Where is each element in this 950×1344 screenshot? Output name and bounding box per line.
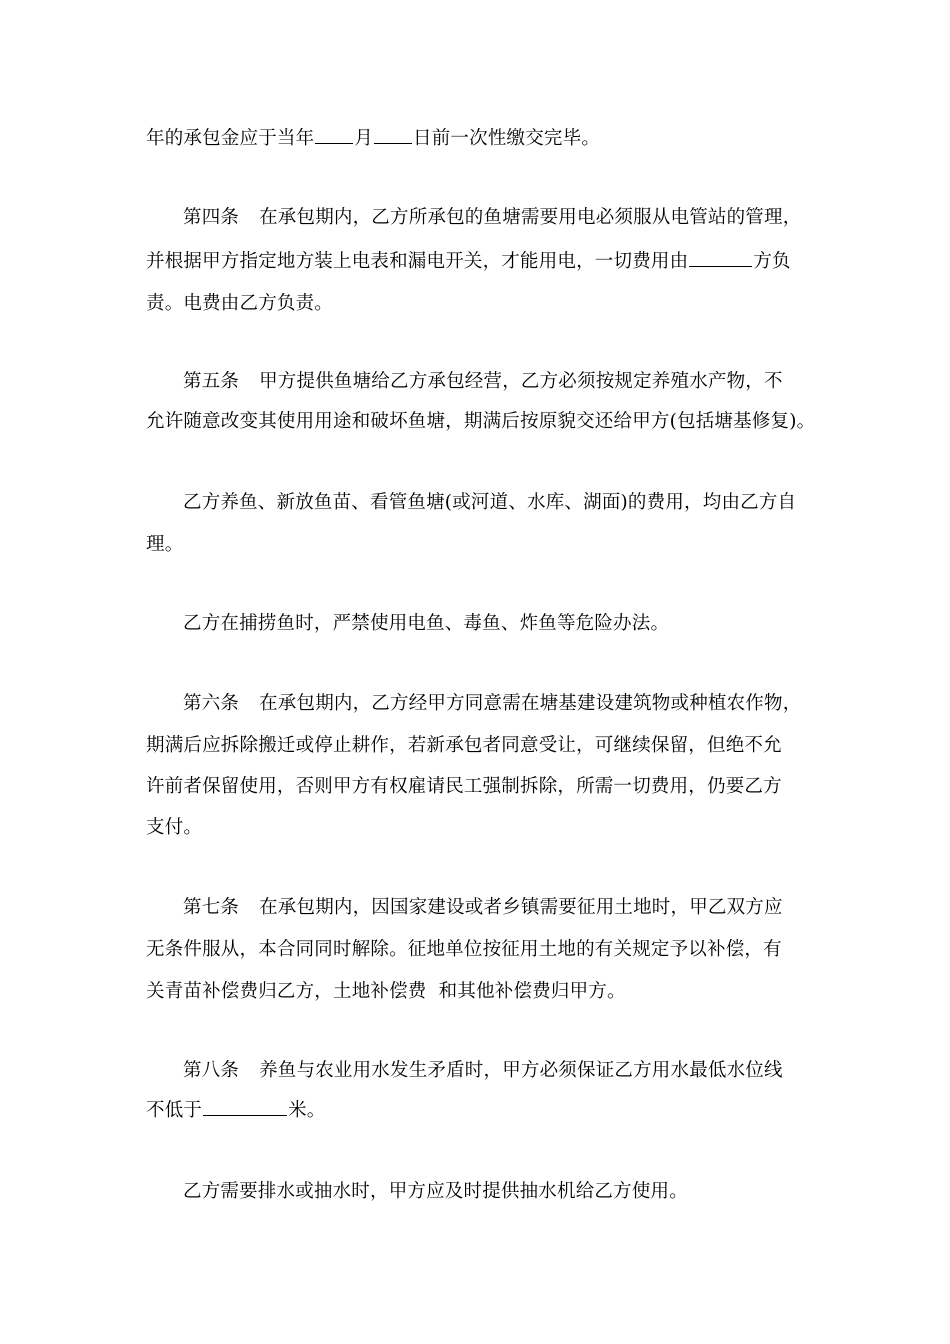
- article-label: 第七条: [183, 897, 240, 918]
- text: 期满后应拆除搬迁或停止耕作，若新承包者同意受让，可继续保留，但绝不允: [146, 735, 782, 756]
- text: 乙方在捕捞鱼时，严禁使用电鱼、毒鱼、炸鱼等危险办法。: [183, 613, 670, 634]
- paragraph-fee-line-1: [0, 490, 950, 516]
- text: 年的承包金应于当年: [146, 128, 315, 149]
- text: 在承包期内，乙方经甲方同意需在塘基建设建筑物或种植农作物，: [259, 693, 802, 714]
- text: 日前一次性缴交完毕。: [413, 128, 601, 149]
- article-7-line-1: [0, 895, 950, 921]
- article-7-line-2: [0, 937, 950, 963]
- article-6-line-2: [0, 733, 950, 759]
- article-4-line-3: [0, 291, 950, 317]
- blank-field: [203, 1097, 287, 1116]
- text: 乙方养鱼、新放鱼苗、看管鱼塘(或河道、水库、湖面)的费用，均由乙方自: [183, 492, 797, 513]
- article-4-line-1: [0, 205, 950, 231]
- article-8-line-2: [0, 1097, 950, 1124]
- text: 月: [354, 128, 374, 149]
- text: 在承包期内，乙方所承包的鱼塘需要用电必须服从电管站的管理，: [259, 207, 802, 228]
- text: 不低于: [146, 1100, 203, 1121]
- article-7-line-3: [0, 979, 950, 1005]
- article-5-line-1: [0, 369, 950, 395]
- article-8-line-1: [0, 1058, 950, 1084]
- article-5-line-2: [0, 409, 950, 435]
- text: 米。: [288, 1100, 326, 1121]
- blank-field: [689, 248, 752, 267]
- text: 养鱼与农业用水发生矛盾时，甲方必须保证乙方用水最低水位线: [259, 1060, 783, 1081]
- text: 方负: [753, 251, 791, 272]
- article-label: 第六条: [183, 693, 240, 714]
- text: 支付。: [146, 817, 203, 838]
- article-6-line-4: [0, 815, 950, 841]
- article-4-line-2: [0, 248, 950, 275]
- article-label: 第八条: [183, 1060, 240, 1081]
- article-label: 第四条: [183, 207, 240, 228]
- text: 允许随意改变其使用用途和破坏鱼塘，期满后按原貌交还给甲方(包括塘基修复)。: [146, 411, 816, 432]
- text: 甲方提供鱼塘给乙方承包经营，乙方必须按规定养殖水产物，不: [259, 371, 783, 392]
- text: 责。电费由乙方负责。: [146, 293, 334, 314]
- text: 乙方需要排水或抽水时，甲方应及时提供抽水机给乙方使用。: [183, 1181, 688, 1202]
- blank-field: [374, 125, 412, 144]
- text: 关青苗补偿费归乙方，土地补偿费 和其他补偿费归甲方。: [146, 981, 626, 1002]
- text: 无条件服从，本合同同时解除。征地单位按征用土地的有关规定予以补偿，有: [146, 939, 782, 960]
- text: 理。: [146, 534, 184, 555]
- text: 在承包期内，因国家建设或者乡镇需要征用土地时，甲乙双方应: [259, 897, 783, 918]
- paragraph-fishing: [0, 611, 950, 637]
- paragraph-pump: [0, 1179, 950, 1205]
- paragraph-payment: [0, 125, 950, 152]
- paragraph-fee-line-2: [0, 532, 950, 558]
- article-6-line-1: [0, 691, 950, 717]
- text: 并根据甲方指定地方装上电表和漏电开关，才能用电，一切费用由: [146, 251, 689, 272]
- article-6-line-3: [0, 774, 950, 800]
- article-label: 第五条: [183, 371, 240, 392]
- blank-field: [315, 125, 353, 144]
- text: 许前者保留使用，否则甲方有权雇请民工强制拆除，所需一切费用，仍要乙方: [146, 776, 782, 797]
